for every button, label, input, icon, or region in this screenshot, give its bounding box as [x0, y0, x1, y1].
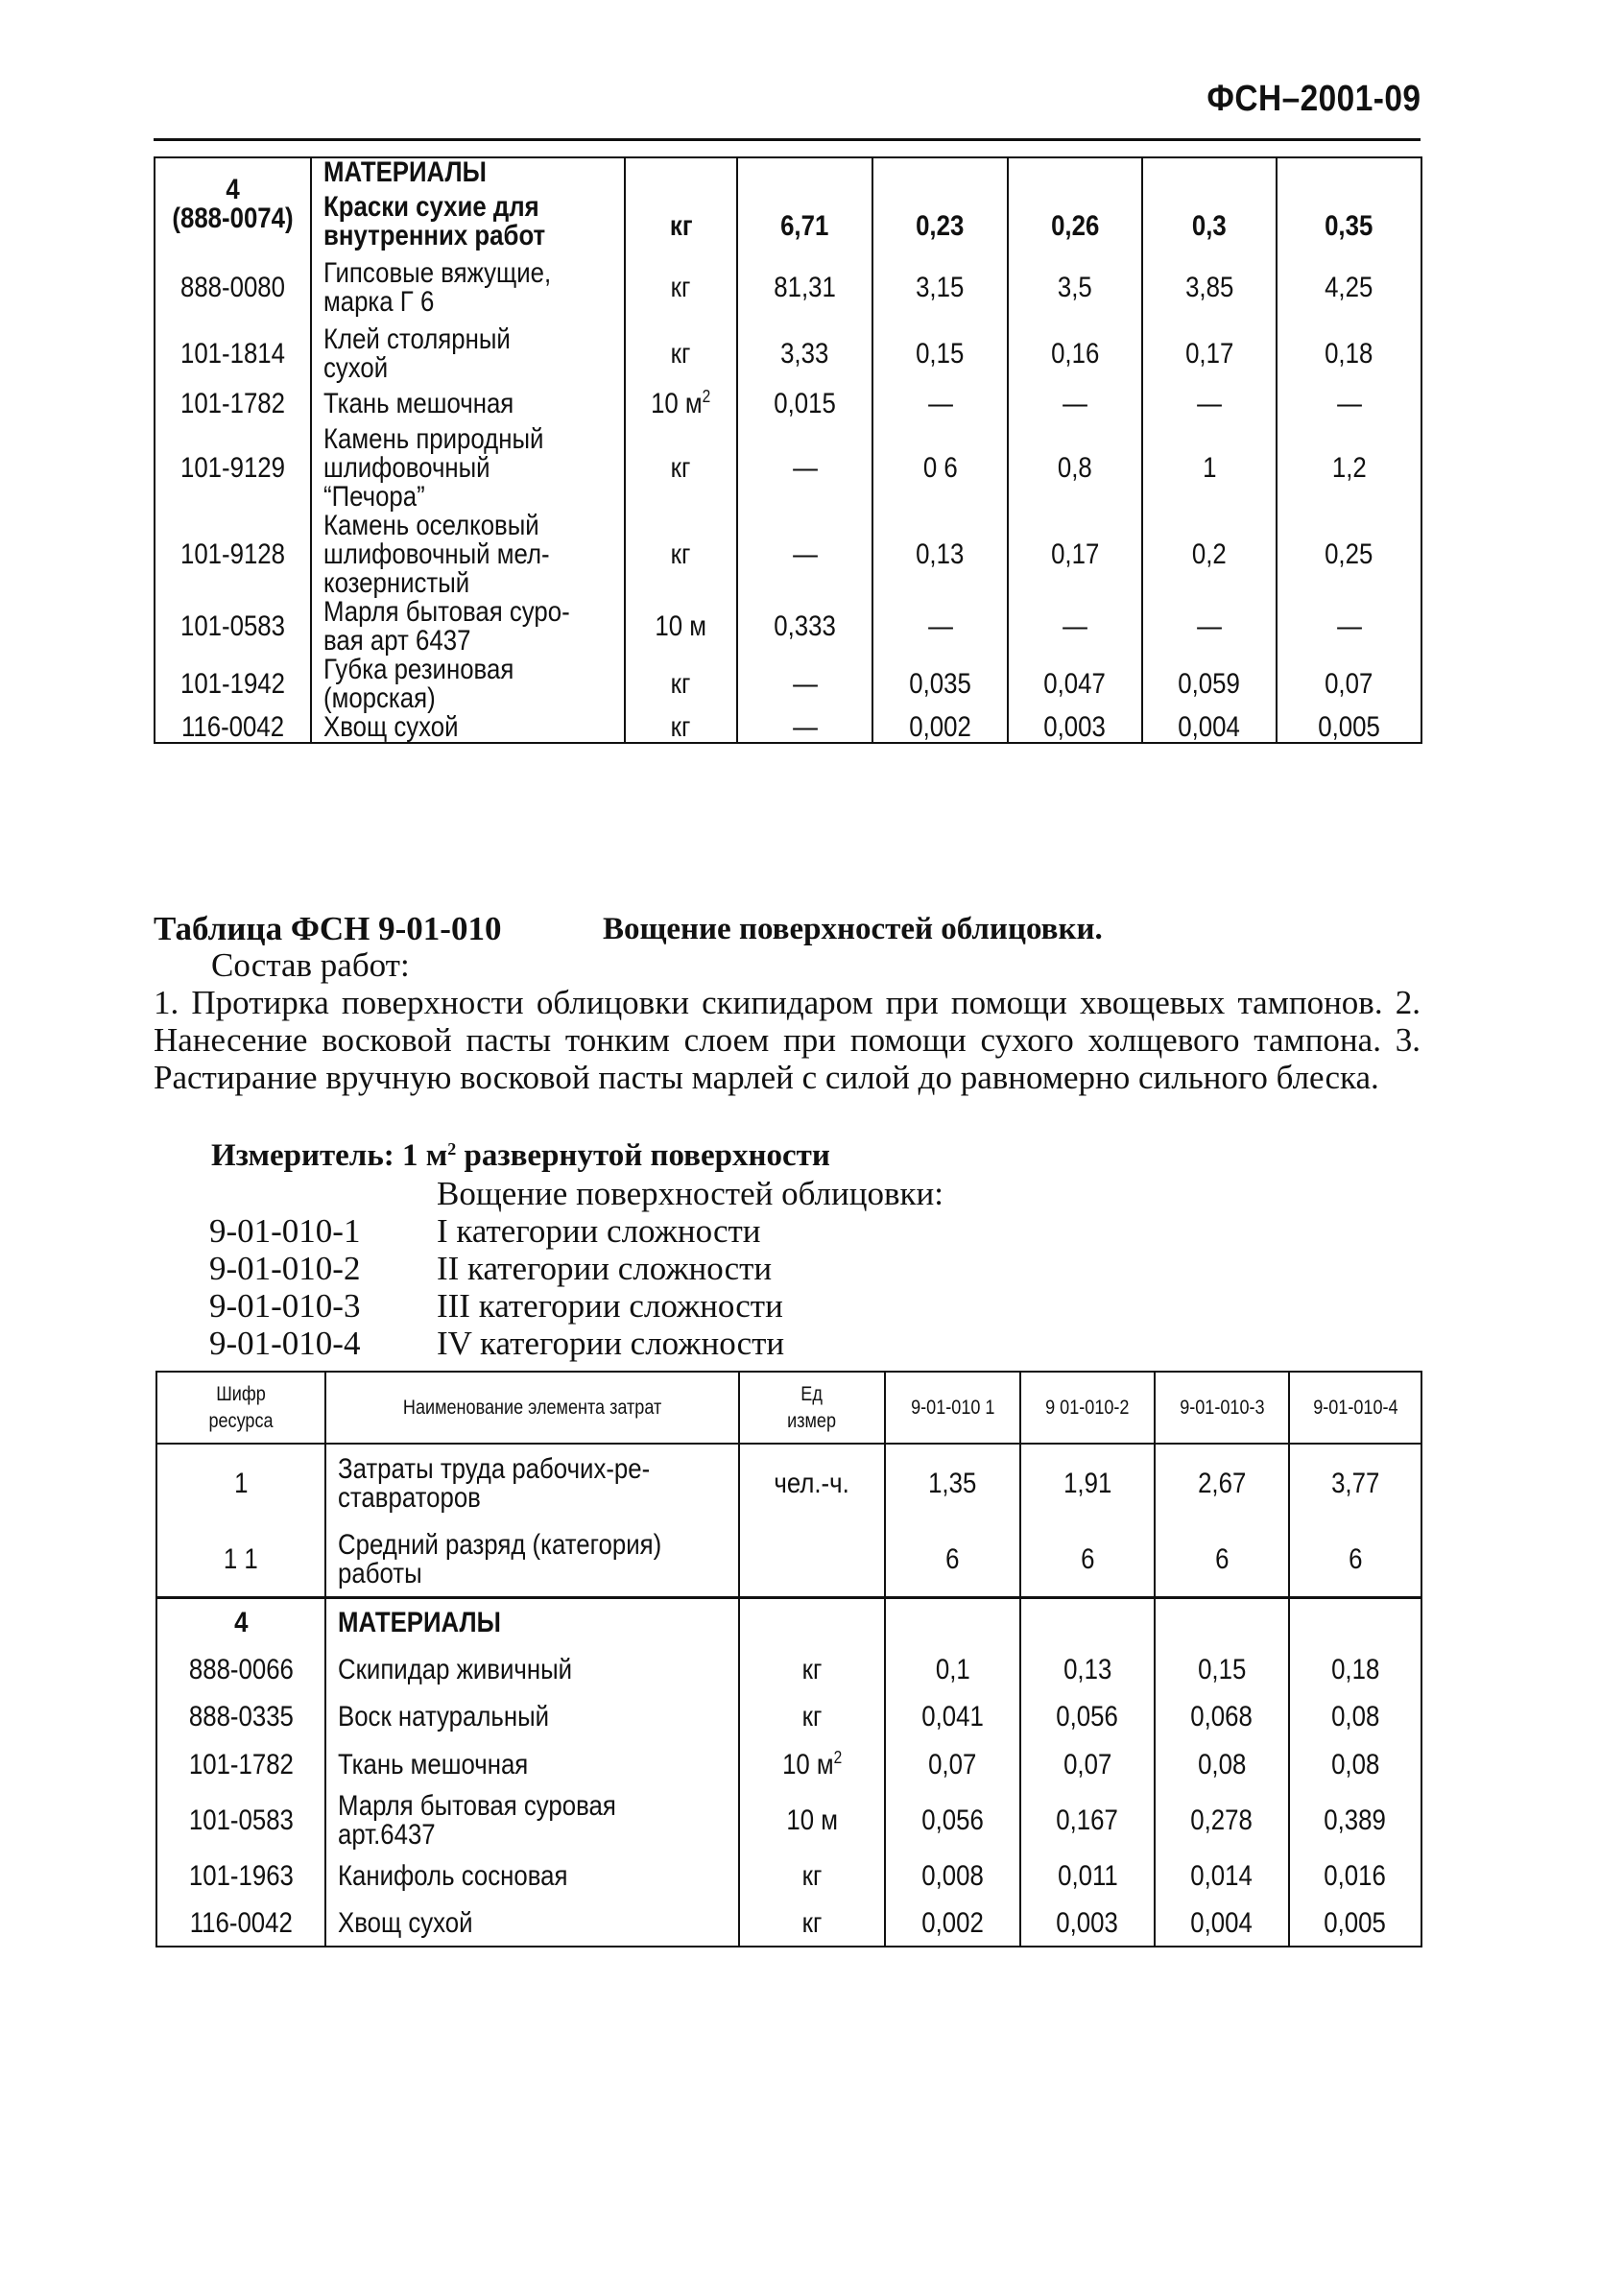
value-cell: 0,07 — [1277, 656, 1421, 713]
item-name-cell — [311, 598, 625, 656]
item-name-cell — [311, 157, 625, 251]
unit-cell — [739, 1597, 885, 1647]
work-composition-heading: Состав работ: — [211, 946, 410, 984]
resource-code-cell: 101-1814 — [155, 325, 311, 383]
value-cell: — — [872, 383, 1008, 425]
value-cell: 0,005 — [1289, 1900, 1421, 1947]
item-name-line: Клей столярный — [323, 323, 511, 355]
item-name-cell — [325, 1647, 739, 1693]
value-cell: 0,8 — [1008, 425, 1142, 512]
table-row — [156, 1523, 1421, 1597]
item-name-cell — [325, 1852, 739, 1900]
unit-cell — [739, 1523, 885, 1597]
unit-cell: кг — [625, 425, 737, 512]
value-cell: 0,2 — [1142, 512, 1277, 598]
value-cell: 3,5 — [1008, 251, 1142, 325]
value-cell: 0,278 — [1155, 1789, 1289, 1852]
item-name-line: Хвощ сухой — [338, 1906, 473, 1939]
resource-table — [155, 1371, 1422, 1947]
resource-code-cell: 101-1942 — [155, 656, 311, 713]
item-name-line: МАТЕРИАЛЫ — [323, 156, 487, 188]
materials-table-continued — [154, 156, 1422, 744]
document-code: ФСН–2001-09 — [1206, 79, 1421, 119]
value-cell: 0,25 — [1277, 512, 1421, 598]
item-name-line: Камень природный — [323, 423, 544, 455]
table-row — [156, 1900, 1421, 1947]
table-row — [156, 1444, 1421, 1523]
unit-cell: кг — [739, 1852, 885, 1900]
unit-cell: кг — [625, 656, 737, 713]
unit-cell: кг — [625, 251, 737, 325]
resource-code-cell: 101-0583 — [155, 598, 311, 656]
item-name-line: марка Г 6 — [323, 286, 435, 318]
page-header — [154, 79, 1421, 141]
value-cell: 0,167 — [1020, 1789, 1155, 1852]
value-cell: 0,015 — [737, 383, 872, 425]
item-name-line: Ткань мешочная — [338, 1749, 529, 1780]
value-cell: 0 6 — [872, 425, 1008, 512]
value-cell: — — [1277, 598, 1421, 656]
item-name-line: Скипидар живичный — [338, 1654, 573, 1685]
resource-code-cell: 4 (888-0074) — [155, 157, 311, 251]
value-cell: 0,08 — [1155, 1741, 1289, 1789]
item-name-line: МАТЕРИАЛЫ — [338, 1606, 501, 1638]
list-text: III категории сложности — [437, 1287, 783, 1325]
column-header: Ед измер — [739, 1372, 885, 1444]
table-row — [156, 1789, 1421, 1852]
value-cell: 3,33 — [737, 325, 872, 383]
list-text: II категории сложности — [437, 1250, 773, 1287]
value-cell: — — [1142, 383, 1277, 425]
value-cell: 4,25 — [1277, 251, 1421, 325]
item-name-cell — [311, 251, 625, 325]
value-cell: 0,15 — [872, 325, 1008, 383]
resource-code-cell: 101-9128 — [155, 512, 311, 598]
value-cell: 1,91 — [1020, 1444, 1155, 1523]
table-row — [155, 425, 1421, 512]
item-name-line: работы — [338, 1557, 422, 1589]
list-text: I категории сложности — [437, 1212, 761, 1250]
item-name-line: шлифовочный — [323, 452, 490, 484]
value-cell: 6 — [1020, 1523, 1155, 1597]
header-row — [156, 1372, 1421, 1444]
item-name-cell — [311, 512, 625, 598]
table-row — [155, 251, 1421, 325]
value-cell: 0,17 — [1008, 512, 1142, 598]
item-name-line: Воск натуральный — [338, 1701, 550, 1732]
value-cell: 0,003 — [1008, 713, 1142, 743]
unit-cell: кг — [739, 1693, 885, 1741]
column-header: 9-01-010 1 — [885, 1372, 1020, 1444]
value-cell: 0,13 — [872, 512, 1008, 598]
list-code: 9-01-010-3 — [209, 1287, 361, 1325]
list-code: 9-01-010-4 — [209, 1325, 361, 1362]
item-name-cell — [325, 1789, 739, 1852]
item-name-line: Губка резиновая — [323, 654, 514, 685]
value-cell: 0,18 — [1277, 325, 1421, 383]
item-name-cell — [325, 1900, 739, 1947]
table-row — [155, 656, 1421, 713]
item-name-line: Марля бытовая суро- — [323, 596, 570, 628]
item-name-line: шлифовочный мел- — [323, 538, 550, 570]
table-row — [155, 383, 1421, 425]
resource-code-cell: 101-0583 — [156, 1789, 325, 1852]
unit-cell: чел.-ч. — [739, 1444, 885, 1523]
list-code: 9-01-010-2 — [209, 1250, 361, 1287]
column-header: Наименование элемента затрат — [325, 1372, 739, 1444]
unit-cell: 10 $м^2$ — [625, 383, 737, 425]
value-cell: 0,13 — [1020, 1647, 1155, 1693]
column-header: 9 01-010-2 — [1020, 1372, 1155, 1444]
column-header: Шифр ресурса — [156, 1372, 325, 1444]
list-intro: Вощение поверхностей облицовки: — [437, 1175, 943, 1212]
value-cell: 1,35 — [885, 1444, 1020, 1523]
value-cell: 0,059 — [1142, 656, 1277, 713]
value-cell: 0,056 — [1020, 1693, 1155, 1741]
unit-cell: кг — [739, 1647, 885, 1693]
value-cell: 0,389 — [1289, 1789, 1421, 1852]
item-name-line: (морская) — [323, 682, 436, 714]
unit-cell: 10 м — [625, 598, 737, 656]
resource-code-cell: 888-0335 — [156, 1693, 325, 1741]
value-cell: 0,17 — [1142, 325, 1277, 383]
table-row — [155, 157, 1421, 251]
item-name-cell — [311, 713, 625, 743]
value-cell: 3,85 — [1142, 251, 1277, 325]
column-header: 9-01-010-4 — [1289, 1372, 1421, 1444]
value-cell: 0,004 — [1142, 713, 1277, 743]
value-cell: 0,26 — [1008, 157, 1142, 251]
unit-cell: 10 $м^2$ — [739, 1741, 885, 1789]
value-cell: 6 — [1155, 1523, 1289, 1597]
unit-cell: 10 м — [739, 1789, 885, 1852]
value-cell: 0,333 — [737, 598, 872, 656]
item-name-line: “Печора” — [323, 481, 425, 513]
value-cell: 0,16 — [1008, 325, 1142, 383]
item-name-cell — [325, 1693, 739, 1741]
resource-code-cell: 888-0080 — [155, 251, 311, 325]
item-name-cell — [325, 1523, 739, 1597]
value-cell: 0,011 — [1020, 1852, 1155, 1900]
value-cell: 0,07 — [885, 1741, 1020, 1789]
table-row — [155, 598, 1421, 656]
value-cell: 0,014 — [1155, 1852, 1289, 1900]
value-cell: 0,15 — [1155, 1647, 1289, 1693]
value-cell: 1,2 — [1277, 425, 1421, 512]
resource-code-cell: 101-1963 — [156, 1852, 325, 1900]
measure-unit: Измеритель: 1 $м^2$ развернутой поверхности — [211, 1138, 830, 1173]
value-cell — [885, 1597, 1020, 1647]
value-cell: — — [737, 425, 872, 512]
item-name-line: ставраторов — [338, 1482, 481, 1514]
item-name-cell — [325, 1597, 739, 1647]
unit-cell: кг — [625, 325, 737, 383]
item-name-line: Краски сухие для — [323, 191, 539, 223]
table-row — [156, 1597, 1421, 1647]
list-code: 9-01-010-1 — [209, 1212, 361, 1250]
item-name-line: Хвощ сухой — [323, 711, 459, 743]
unit-cell: кг — [625, 157, 737, 251]
value-cell: 6 — [1289, 1523, 1421, 1597]
value-cell: — — [1008, 598, 1142, 656]
table-row — [156, 1647, 1421, 1693]
value-cell: 0,068 — [1155, 1693, 1289, 1741]
value-cell: 0,005 — [1277, 713, 1421, 743]
item-name-cell — [311, 425, 625, 512]
value-cell: 3,15 — [872, 251, 1008, 325]
value-cell: 0,23 — [872, 157, 1008, 251]
value-cell: 0,041 — [885, 1693, 1020, 1741]
value-cell: 0,18 — [1289, 1647, 1421, 1693]
unit-cell: кг — [625, 713, 737, 743]
value-cell: 0,1 — [885, 1647, 1020, 1693]
value-cell: — — [737, 713, 872, 743]
item-name-cell — [311, 325, 625, 383]
value-cell: 0,035 — [872, 656, 1008, 713]
value-cell: — — [1277, 383, 1421, 425]
value-cell: 0,056 — [885, 1789, 1020, 1852]
value-cell: 0,008 — [885, 1852, 1020, 1900]
table-row — [155, 713, 1421, 743]
table-row — [156, 1741, 1421, 1789]
value-cell: 1 — [1142, 425, 1277, 512]
resource-code-cell: 1 — [156, 1444, 325, 1523]
item-name-cell — [325, 1741, 739, 1789]
resource-code-cell: 116-0042 — [156, 1900, 325, 1947]
value-cell: 0,002 — [885, 1900, 1020, 1947]
value-cell: 0,35 — [1277, 157, 1421, 251]
resource-code-cell: 101-1782 — [155, 383, 311, 425]
value-cell — [1020, 1597, 1155, 1647]
work-composition-text: 1. Протирка поверхности облицовки скипидаром при помощи хвощевых тампонов. 2. Нанесение восковой пасты тонким слоем при помощи сухого холщевого тампона. 3. Растирание вручную восковой пасты марлей с силой до равномерно сильного блеска. — [154, 984, 1421, 1096]
value-cell: 0,047 — [1008, 656, 1142, 713]
item-name-line: вая арт 6437 — [323, 625, 471, 657]
item-name-line: Камень оселковый — [323, 510, 539, 541]
resource-code-cell: 101-9129 — [155, 425, 311, 512]
item-name-cell — [311, 383, 625, 425]
table-row — [155, 325, 1421, 383]
value-cell: 0,004 — [1155, 1900, 1289, 1947]
item-name-line: сухой — [323, 352, 389, 384]
list-text: IV категории сложности — [437, 1325, 785, 1362]
table-row — [156, 1852, 1421, 1900]
unit-cell: кг — [739, 1900, 885, 1947]
item-name-line: Марля бытовая суровая — [338, 1790, 616, 1822]
value-cell: 0,07 — [1020, 1741, 1155, 1789]
value-cell — [1289, 1597, 1421, 1647]
value-cell: 0,08 — [1289, 1693, 1421, 1741]
value-cell: 0,002 — [872, 713, 1008, 743]
value-cell: 0,3 — [1142, 157, 1277, 251]
item-name-line: Ткань мешочная — [323, 388, 514, 419]
item-name-line: Средний разряд (категория) — [338, 1528, 662, 1561]
table-row — [156, 1693, 1421, 1741]
item-name-line: Затраты труда рабочих-ре- — [338, 1453, 651, 1485]
value-cell: 81,31 — [737, 251, 872, 325]
item-name-line: арт.6437 — [338, 1819, 436, 1851]
value-cell — [1155, 1597, 1289, 1647]
value-cell: 0,08 — [1289, 1741, 1421, 1789]
value-cell: — — [737, 656, 872, 713]
item-name-line: Канифоль сосновая — [338, 1860, 568, 1892]
resource-code-cell: 101-1782 — [156, 1741, 325, 1789]
resource-code-cell: 4 — [156, 1597, 325, 1647]
value-cell: 2,67 — [1155, 1444, 1289, 1523]
value-cell: — — [737, 512, 872, 598]
item-name-cell — [311, 656, 625, 713]
value-cell: 3,77 — [1289, 1444, 1421, 1523]
item-name-line: Гипсовые вяжущие, — [323, 257, 552, 289]
value-cell: 6,71 — [737, 157, 872, 251]
item-name-line: внутренних работ — [323, 220, 546, 251]
value-cell: — — [1142, 598, 1277, 656]
value-cell: 0,003 — [1020, 1900, 1155, 1947]
value-cell: — — [1008, 383, 1142, 425]
resource-code-cell: 1 1 — [156, 1523, 325, 1597]
unit-cell: кг — [625, 512, 737, 598]
table-row — [155, 512, 1421, 598]
column-header: 9-01-010-3 — [1155, 1372, 1289, 1444]
table-title: Таблица ФСН 9-01-010 — [154, 910, 502, 947]
resource-code-cell: 116-0042 — [155, 713, 311, 743]
value-cell: — — [872, 598, 1008, 656]
table-description: Вощение поверхностей облицовки. — [603, 912, 1103, 946]
resource-code-cell: 888-0066 — [156, 1647, 325, 1693]
value-cell: 6 — [885, 1523, 1020, 1597]
item-name-line: козернистый — [323, 567, 470, 599]
value-cell: 0,016 — [1289, 1852, 1421, 1900]
item-name-cell — [325, 1444, 739, 1523]
